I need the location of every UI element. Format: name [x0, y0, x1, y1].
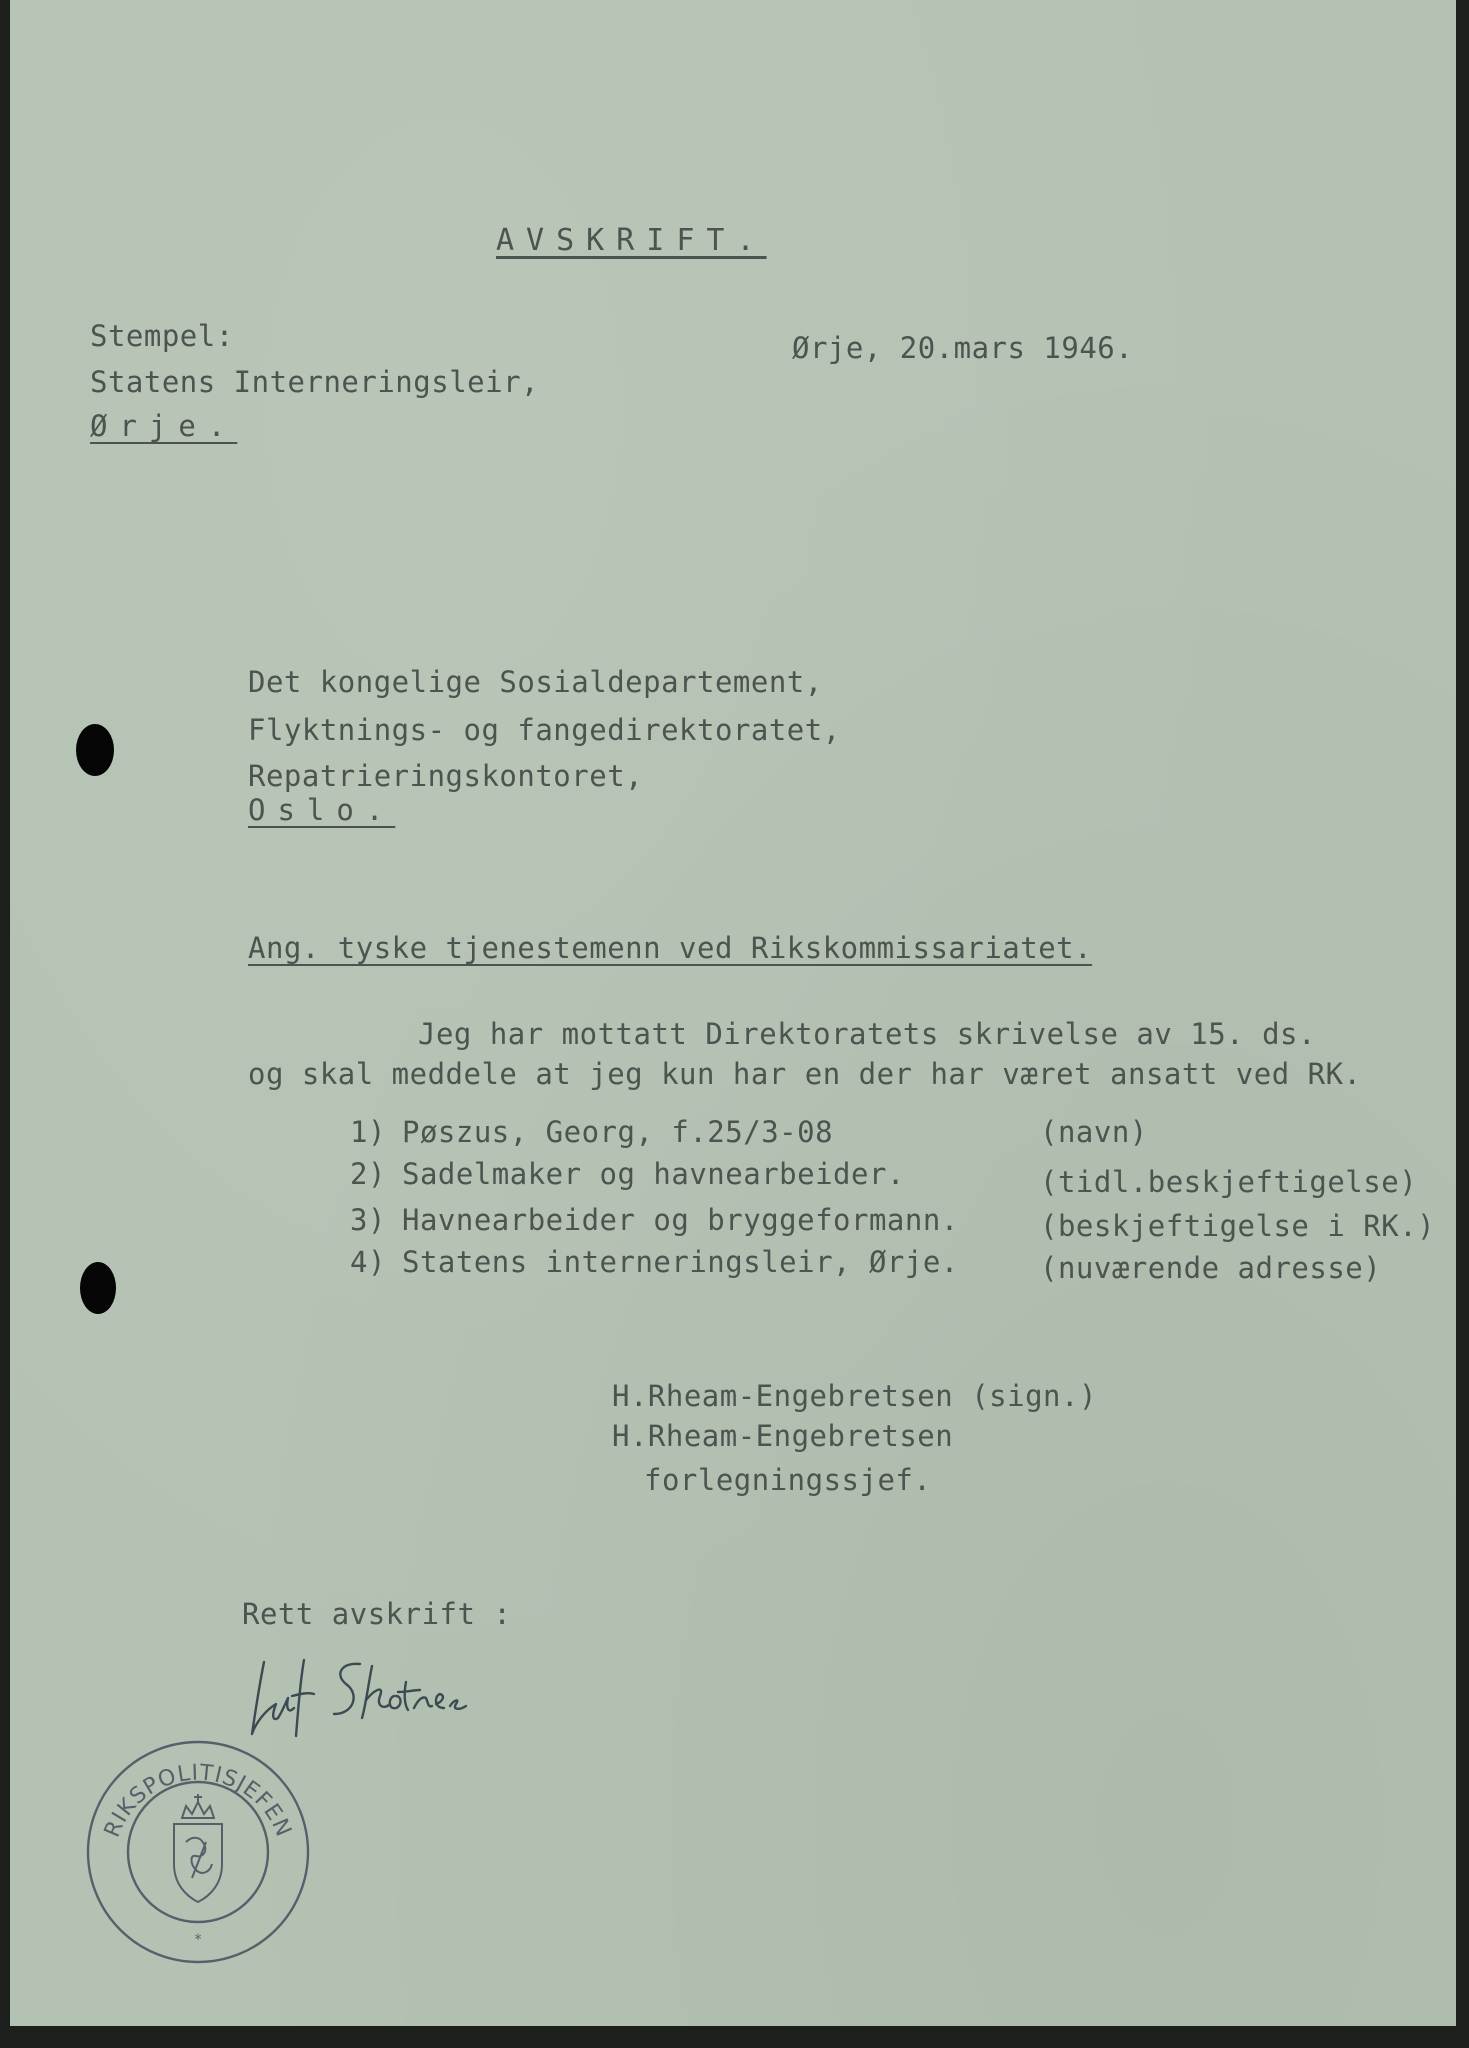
item-number: 1) [350, 1115, 386, 1149]
stamp-line-institution: Statens Interneringsleir, [90, 365, 539, 399]
subject-line: Ang. tyske tjenestemenn ved Rikskommissariatet. [248, 931, 1093, 965]
item-note: (beskjeftigelse i RK.) [1040, 1209, 1436, 1243]
item-number: 3) [350, 1203, 386, 1237]
stamp-line-place: Ørje. [90, 409, 238, 443]
place-date: Ørje, 20.mars 1946. [792, 331, 1134, 365]
handwritten-signature [242, 1652, 502, 1742]
item-text: Havnearbeider og bryggeformann. [402, 1203, 959, 1237]
punch-hole [76, 724, 114, 776]
item-note: (tidl.beskjeftigelse) [1040, 1165, 1418, 1199]
recipient-line-3: Repatrieringskontoret, [248, 759, 644, 793]
recipient-line-2: Flyktnings- og fangedirektoratet, [248, 713, 841, 747]
item-note: (nuværende adresse) [1040, 1251, 1382, 1285]
item-text: Sadelmaker og havnearbeider. [402, 1157, 905, 1191]
recipient-line-1: Det kongelige Sosialdepartement, [248, 665, 823, 699]
recipient-line-4: Oslo. [248, 793, 396, 827]
item-number: 2) [350, 1157, 386, 1191]
certification-label: Rett avskrift : [242, 1597, 512, 1631]
item-note: (navn) [1040, 1115, 1148, 1149]
item-text: Statens interneringsleir, Ørje. [402, 1245, 959, 1279]
svg-text:*: * [194, 1932, 202, 1948]
document-page [10, 0, 1456, 2026]
punch-hole [80, 1262, 116, 1314]
signature-line-3: forlegningssjef. [644, 1463, 932, 1497]
body-line-2: og skal meddele at jeg kun har en der har været ansatt ved RK. [248, 1057, 1362, 1091]
document-title: AVSKRIFT. [496, 223, 767, 258]
item-number: 4) [350, 1245, 386, 1279]
signature-line-1: H.Rheam-Engebretsen (sign.) [612, 1379, 1097, 1413]
svg-text:RIKSPOLITISJEFEN: RIKSPOLITISJEFEN [99, 1760, 297, 1842]
police-seal [78, 1732, 318, 1972]
signature-line-2: H.Rheam-Engebretsen [612, 1419, 954, 1453]
item-text: Pøszus, Georg, f.25/3-08 [402, 1115, 834, 1149]
body-line-1: Jeg har mottatt Direktoratets skrivelse av 15. ds. [418, 1017, 1316, 1051]
stamp-label: Stempel: [90, 319, 234, 353]
